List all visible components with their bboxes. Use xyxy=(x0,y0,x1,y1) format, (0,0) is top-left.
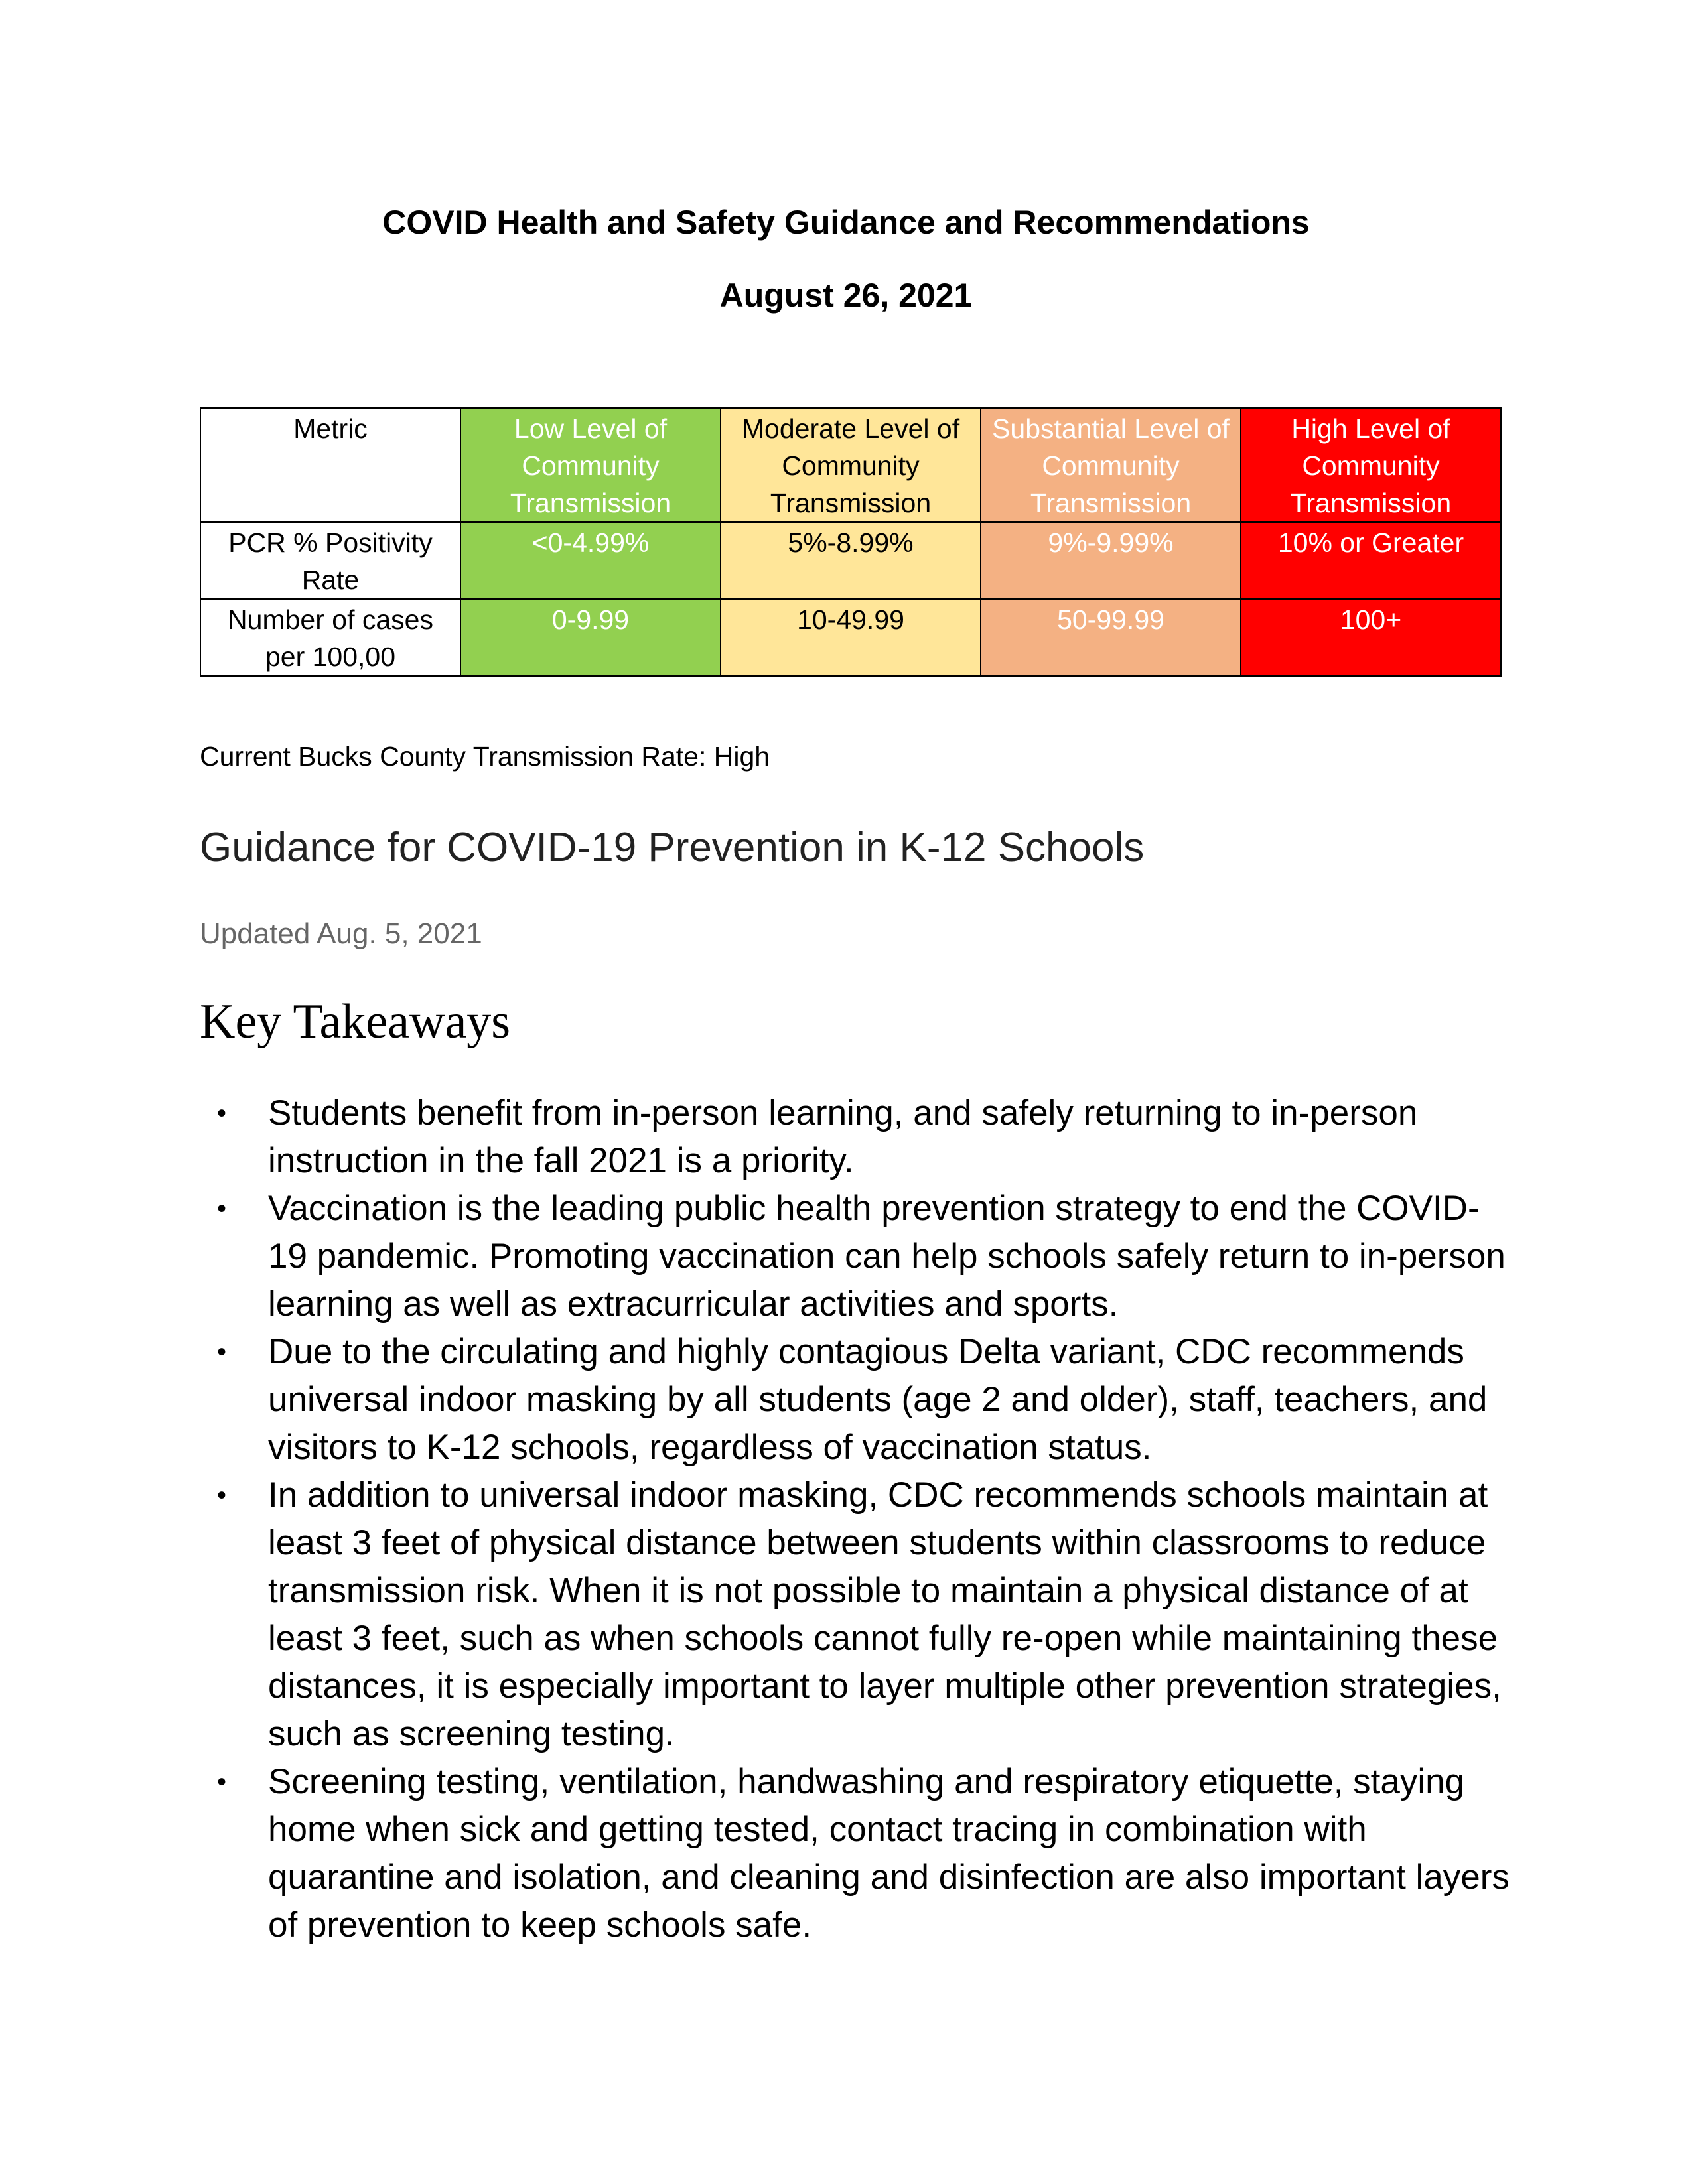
metric-label-pcr: PCR % Positivity Rate xyxy=(200,522,460,599)
header-high-level: High Level of Community Transmission xyxy=(1241,408,1501,522)
guidance-heading: Guidance for COVID-19 Prevention in K-12 Schools xyxy=(200,825,1145,870)
list-item xyxy=(200,1758,1514,1949)
takeaway-text: Screening testing, ventilation, handwashing and respiratory etiquette, staying home when sick and getting tested, contact tracing in combination with quarantine and isolation, and cleaning and disinfection are also important layers of prevention to keep schools safe. xyxy=(268,1762,1510,1945)
key-takeaways-list xyxy=(200,1089,1514,1949)
current-transmission-rate: Current Bucks County Transmission Rate: High xyxy=(200,741,770,772)
header-moderate-level: Moderate Level of Community Transmission xyxy=(721,408,981,522)
bullet-icon: • xyxy=(217,1194,227,1223)
takeaway-text: Students benefit from in-person learning, and safely returning to in-person instruction in the fall 2021 is a priority. xyxy=(268,1093,1418,1180)
takeaway-text: Vaccination is the leading public health prevention strategy to end the COVID-19 pandemic. Promoting vaccination can help schools safely return to in-person learning as well as extracurricular activities and sports. xyxy=(268,1189,1506,1324)
bullet-icon: • xyxy=(217,1099,227,1128)
table-cell: 9%-9.99% xyxy=(981,522,1241,599)
document-date: August 26, 2021 xyxy=(719,277,973,314)
table-cell: 10% or Greater xyxy=(1241,522,1501,599)
takeaway-text: In addition to universal indoor masking, CDC recommends schools maintain at least 3 feet of physical distance between students within classrooms to reduce transmission risk. When it is not possible to maintain a physical distance of at least 3 feet, such as when schools cannot fully re-open while maintaining these distances, it is especially important to layer multiple other prevention strategies, such as screening testing. xyxy=(268,1475,1502,1753)
updated-date: Updated Aug. 5, 2021 xyxy=(200,918,482,950)
table-cell: 50-99.99 xyxy=(981,599,1241,676)
table-cell: 0-9.99 xyxy=(460,599,721,676)
table-header-row xyxy=(200,408,1501,522)
key-takeaways-heading: Key Takeaways xyxy=(200,994,511,1049)
table-row xyxy=(200,522,1501,599)
document-title: COVID Health and Safety Guidance and Recommendations xyxy=(382,204,1310,241)
list-item xyxy=(200,1089,1514,1185)
bullet-icon: • xyxy=(217,1337,227,1367)
table-cell: 100+ xyxy=(1241,599,1501,676)
transmission-levels-table xyxy=(200,407,1502,677)
metric-label-cases: Number of cases per 100,00 xyxy=(200,599,460,676)
header-low-level: Low Level of Community Transmission xyxy=(460,408,721,522)
list-item xyxy=(200,1471,1514,1758)
bullet-icon: • xyxy=(217,1767,227,1797)
table-row xyxy=(200,599,1501,676)
header-metric: Metric xyxy=(200,408,460,522)
list-item xyxy=(200,1185,1514,1328)
table-cell: <0-4.99% xyxy=(460,522,721,599)
list-item xyxy=(200,1328,1514,1471)
table-cell: 5%-8.99% xyxy=(721,522,981,599)
header-substantial-level: Substantial Level of Community Transmission xyxy=(981,408,1241,522)
table-cell: 10-49.99 xyxy=(721,599,981,676)
bullet-icon: • xyxy=(217,1481,227,1510)
takeaway-text: Due to the circulating and highly contagious Delta variant, CDC recommends universal indoor masking by all students (age 2 and older), staff, teachers, and visitors to K-12 schools, regardless of vaccination status. xyxy=(268,1332,1488,1467)
